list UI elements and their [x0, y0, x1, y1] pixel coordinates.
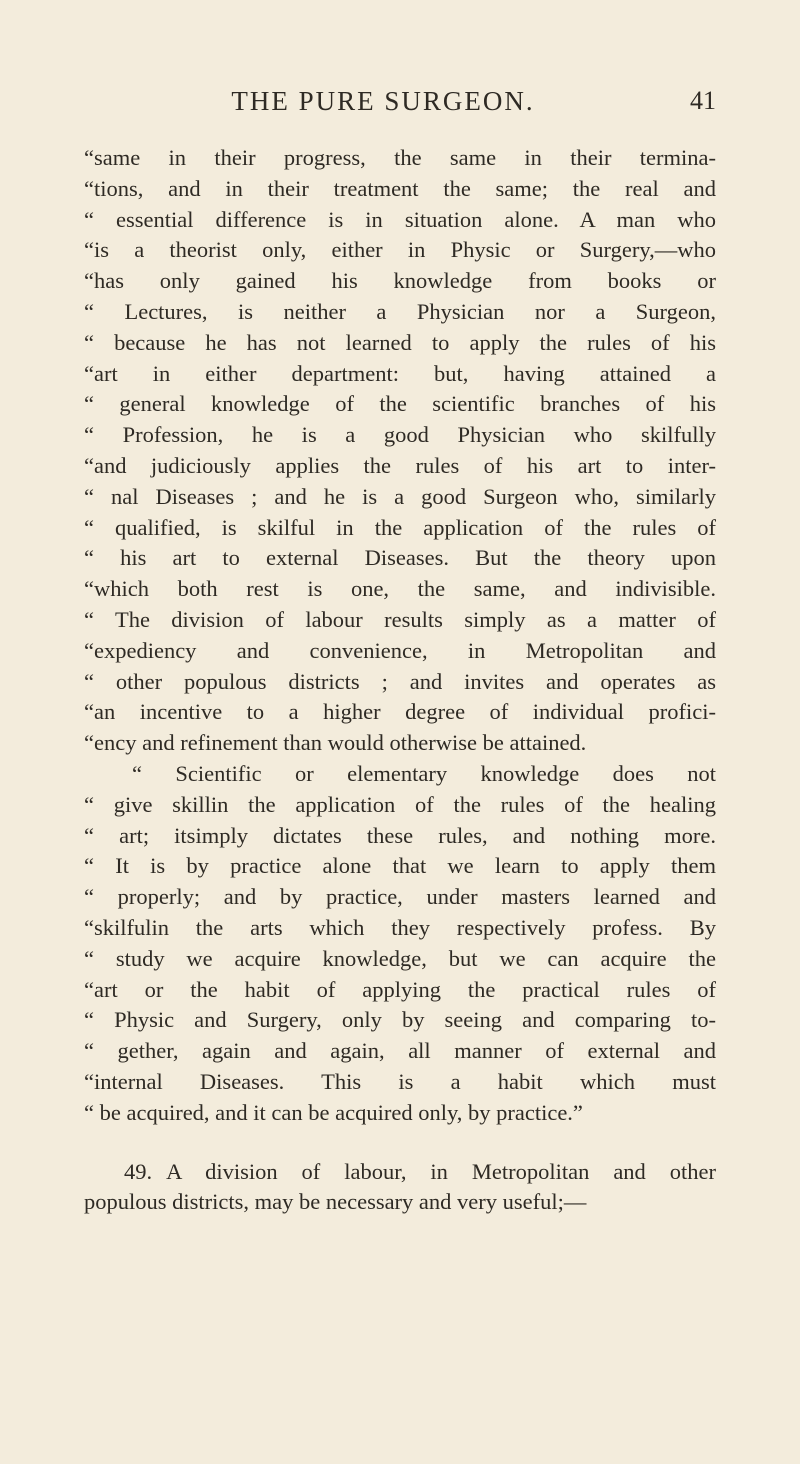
text-line: “tions, and in their treatment the same; the real and	[84, 175, 716, 201]
page-header	[110, 86, 716, 126]
paragraph-49	[84, 1157, 716, 1219]
text-line: “ The division of labour results simply as a matter of	[84, 606, 716, 632]
text-line: “ properly; and by practice, under masters learned and	[84, 884, 716, 910]
section-number: 49.	[124, 1158, 153, 1184]
body-text	[84, 143, 716, 1218]
text-line: “ his art to external Diseases. But the theory upon	[84, 545, 716, 571]
text-line: “ Profession, he is a good Physician who skilfully	[84, 422, 716, 448]
text-line: “ essential difference is in situation alone. A man who	[84, 206, 716, 232]
text-line: “ because he has not learned to apply the rules of his	[84, 329, 716, 355]
text-line: “and judiciously applies the rules of his art to inter-	[84, 452, 716, 478]
text-line: “ general knowledge of the scientific branches of his	[84, 391, 716, 417]
text-line: “has only gained his knowledge from books or	[84, 268, 716, 294]
text-line: “ qualified, is skilful in the application of the rules of	[84, 514, 716, 540]
text-line: “ study we acquire knowledge, but we can acquire the	[84, 945, 716, 971]
text-line: “ It is by practice alone that we learn to apply them	[84, 853, 716, 879]
text-line: “skilfulin the arts which they respectively profess. By	[84, 914, 716, 940]
quoted-paragraph	[84, 143, 716, 1129]
text-line: “ency and refinement than would otherwise be attained.	[84, 730, 587, 756]
text-line: “ other populous districts ; and invites and operates as	[84, 668, 716, 694]
text-line: populous districts, may be necessary and very useful;—	[84, 1189, 587, 1215]
text-line: “art or the habit of applying the practical rules of	[84, 976, 716, 1002]
text-line: “ Physic and Surgery, only by seeing and comparing to-	[84, 1007, 716, 1033]
text-line: “ Scientific or elementary knowledge does not	[132, 760, 716, 786]
line-text: A division of labour, in Metropolitan and other	[166, 1158, 716, 1184]
text-line: “ art; itsimply dictates these rules, and nothing more.	[84, 822, 716, 848]
text-line: “ Lectures, is neither a Physician nor a Surgeon,	[84, 298, 716, 324]
text-line: “expediency and convenience, in Metropolitan and	[84, 637, 716, 663]
text-line: “same in their progress, the same in their termina-	[84, 145, 716, 170]
text-line: “is a theorist only, either in Physic or Surgery,—who	[84, 237, 716, 263]
text-line: “art in either department: but, having attained a	[84, 360, 716, 386]
text-line: “ be acquired, and it can be acquired only, by practice.”	[84, 1099, 583, 1125]
text-line: “ nal Diseases ; and he is a good Surgeon who, similarly	[84, 483, 716, 509]
text-line: “which both rest is one, the same, and indivisible.	[84, 576, 716, 602]
text-line: “ gether, again and again, all manner of external and	[84, 1038, 716, 1064]
running-title: THE PURE SURGEON.	[231, 86, 535, 116]
paragraph-gap	[84, 1129, 716, 1157]
text-line: “an incentive to a higher degree of individual profici-	[84, 699, 716, 725]
text-line: “internal Diseases. This is a habit which must	[84, 1068, 716, 1094]
text-line	[84, 1157, 716, 1188]
text-line: “ give skillin the application of the rules of the healing	[84, 791, 716, 817]
page-number: 41	[690, 86, 716, 115]
